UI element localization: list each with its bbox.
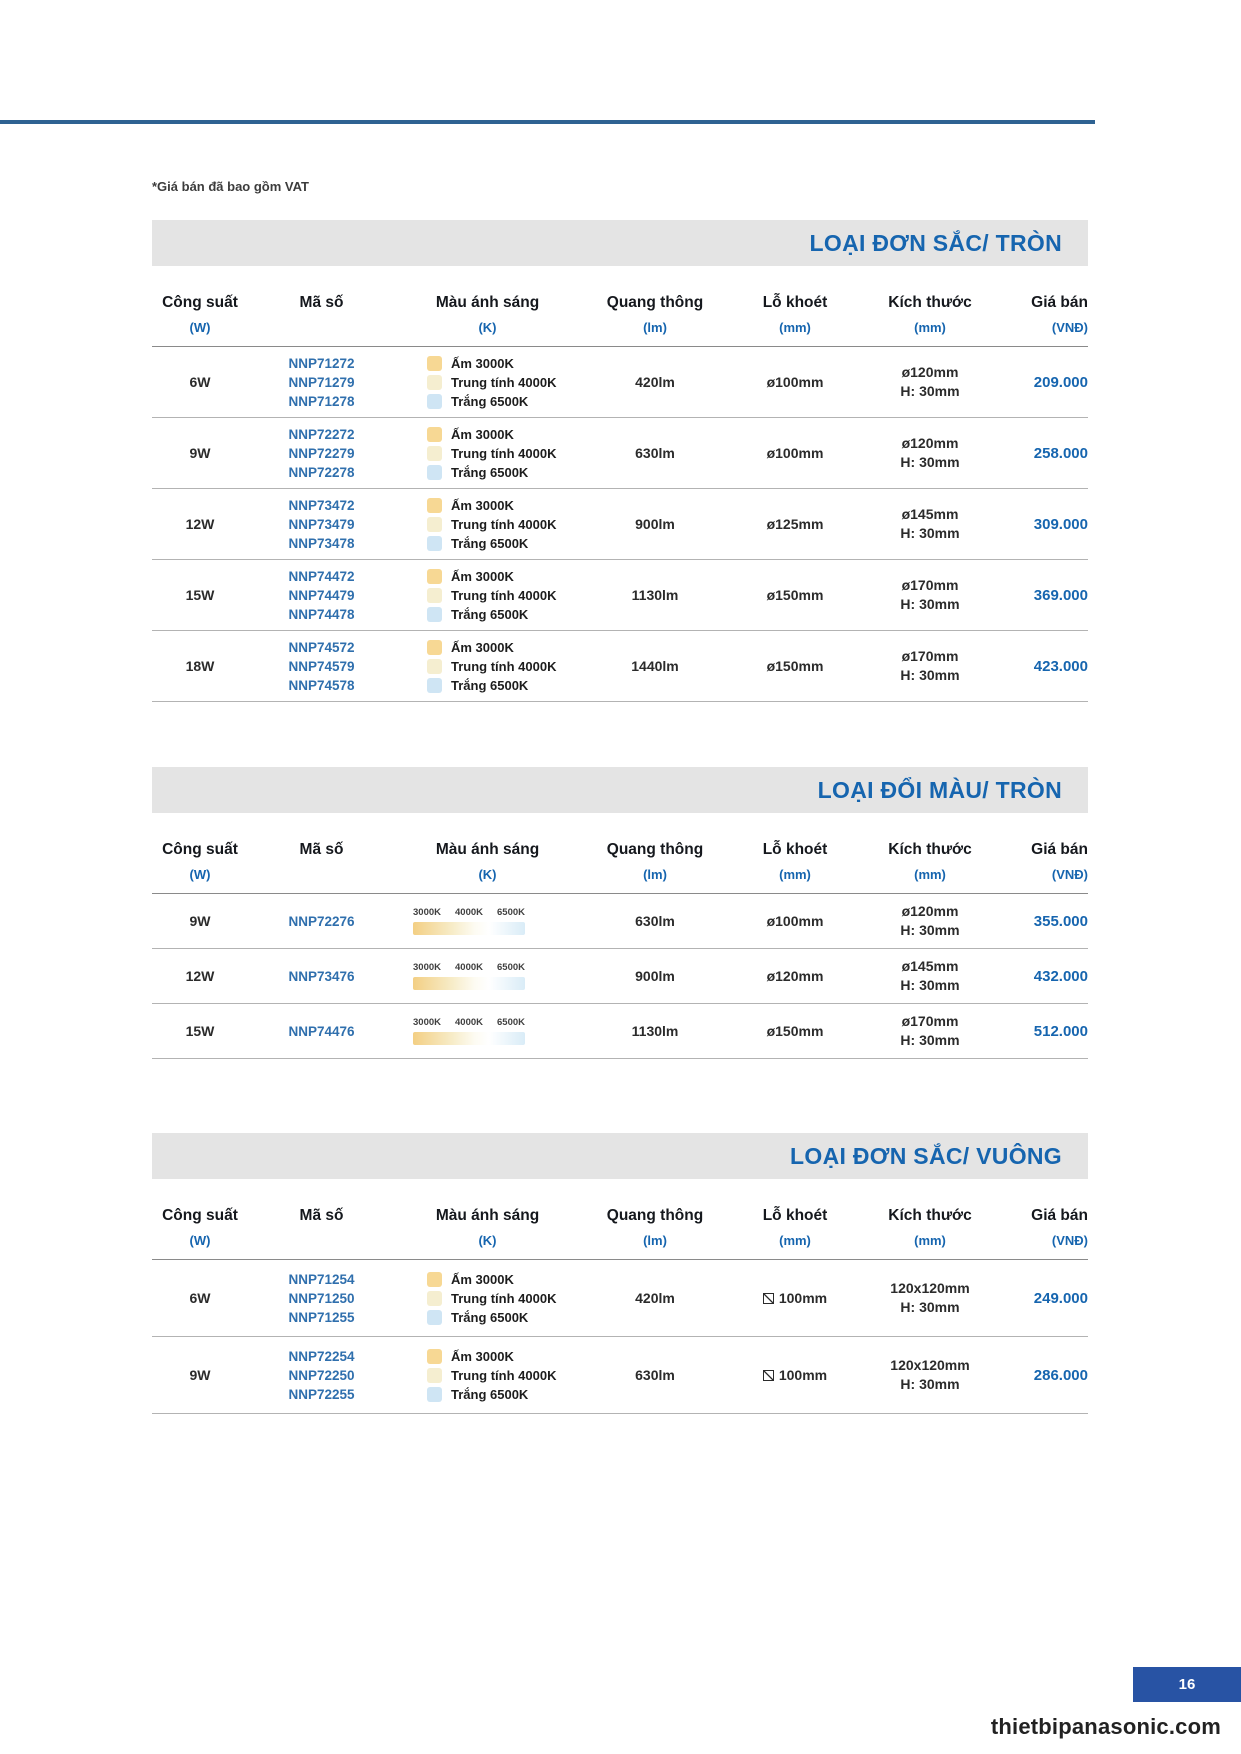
gradient-bar [413,922,525,935]
flux-cell: 630lm [635,445,675,461]
swatch-warm-icon [427,1272,442,1287]
section-banner [152,1133,1088,1179]
column-header-price: Giá bán (VNĐ) [1031,294,1088,335]
column-header-size: Kích thước (mm) [888,294,972,335]
cutout-cell: ø150mm [766,658,824,674]
size-cell: ø170mm H: 30mm [900,1012,960,1048]
product-code: NNP74478 [288,606,355,622]
product-code: NNP71255 [288,1309,355,1325]
price-cell: 432.000 [1033,967,1088,985]
flux-cell: 900lm [635,968,675,984]
flux-cell: 420lm [635,374,675,390]
swatch-neutral-icon [427,659,442,674]
size-cell: ø120mm H: 30mm [900,363,960,399]
swatch-cool-icon [427,465,442,480]
swatch-warm-icon [427,1349,442,1364]
swatch-cool-icon [427,394,442,409]
column-header-power: Công suất (W) [162,1207,238,1248]
flux-cell: 1440lm [631,658,679,674]
power-cell: 6W [189,1290,211,1306]
power-cell: 15W [185,587,215,603]
product-code: NNP74579 [288,658,355,674]
gradient-bar [413,1032,525,1045]
product-code: NNP71250 [288,1290,355,1306]
section-banner [152,220,1088,266]
section-title: LOẠI ĐƠN SẮC/ TRÒN [809,229,1062,256]
code-cell [248,967,395,986]
color-cell: Ấm 3000K Trung tính 4000K Trắng 6500K [395,1347,580,1404]
code-cell [248,425,395,482]
product-code: NNP71278 [288,393,355,409]
swatch-neutral-icon [427,375,442,390]
code-cell [248,638,395,695]
price-cell: 286.000 [1033,1366,1088,1384]
product-code: NNP72276 [288,913,355,929]
color-cell: Ấm 3000K Trung tính 4000K Trắng 6500K [395,1270,580,1327]
swatch-neutral-icon [427,1291,442,1306]
flux-cell: 630lm [635,913,675,929]
column-header-color: Màu ánh sáng (K) [435,1207,540,1248]
column-header-flux: Quang thông (lm) [606,841,704,882]
table-row [152,347,1088,418]
square-cutout-icon [763,1370,774,1381]
column-header-size: Kích thước (mm) [888,1207,972,1248]
product-code: NNP73472 [288,497,355,513]
color-cell: Ấm 3000K Trung tính 4000K Trắng 6500K [395,567,580,624]
column-header-price: Giá bán (VNĐ) [1031,1207,1088,1248]
power-cell: 12W [185,968,215,984]
swatch-warm-icon [427,498,442,513]
table-row [152,631,1088,702]
product-code: NNP73479 [288,516,355,532]
product-code: NNP72279 [288,445,355,461]
price-cell: 512.000 [1033,1022,1088,1040]
column-header-color: Màu ánh sáng (K) [435,294,540,335]
product-code: NNP72272 [288,426,355,442]
color-cell [395,962,580,990]
column-header-flux: Quang thông (lm) [606,1207,704,1248]
swatch-warm-icon [427,569,442,584]
column-header-price: Giá bán (VNĐ) [1031,841,1088,882]
product-code: NNP74472 [288,568,355,584]
cutout-cell: ø100mm [766,374,824,390]
size-cell: ø170mm H: 30mm [900,576,960,612]
page-content [152,220,1088,1414]
flux-cell: 1130lm [631,587,679,603]
size-cell: ø145mm H: 30mm [900,505,960,541]
table-row [152,1337,1088,1414]
column-header-power: Công suất (W) [162,841,238,882]
table-row [152,894,1088,949]
table-header-row [152,266,1088,347]
swatch-neutral-icon [427,517,442,532]
power-cell: 18W [185,658,215,674]
product-code: NNP74578 [288,677,355,693]
product-code: NNP74476 [288,1023,355,1039]
code-cell [248,567,395,624]
cutout-cell: ø120mm [766,968,824,984]
swatch-neutral-icon [427,446,442,461]
color-cell: Ấm 3000K Trung tính 4000K Trắng 6500K [395,496,580,553]
column-header-cutout: Lỗ khoét (mm) [762,841,828,882]
product-code: NNP74479 [288,587,355,603]
cutout-cell: ø150mm [766,587,824,603]
section-title: LOẠI ĐƠN SẮC/ VUÔNG [790,1142,1062,1169]
product-code: NNP71279 [288,374,355,390]
color-gradient-block: 3000K 4000K 6500K [413,962,525,990]
square-cutout-icon [763,1293,774,1304]
table-row [152,949,1088,1004]
gradient-bar [413,977,525,990]
swatch-warm-icon [427,640,442,655]
vat-note: *Giá bán đã bao gồm VAT [152,179,309,194]
table-header-row [152,813,1088,894]
section-mono-square [152,1133,1088,1414]
product-code: NNP71272 [288,355,355,371]
column-header-code: Mã số [299,294,344,311]
column-header-cutout: Lỗ khoét (mm) [762,294,828,335]
swatch-cool-icon [427,536,442,551]
color-gradient-block: 3000K 4000K 6500K [413,907,525,935]
code-cell [248,1347,395,1404]
product-code: NNP73476 [288,968,355,984]
product-code: NNP74572 [288,639,355,655]
price-cell: 249.000 [1033,1289,1088,1307]
cutout-cell: 100mm [730,1290,860,1306]
top-divider-rule [0,120,1095,124]
swatch-cool-icon [427,1387,442,1402]
table-row [152,418,1088,489]
price-cell: 258.000 [1033,444,1088,462]
product-code: NNP73478 [288,535,355,551]
color-cell: Ấm 3000K Trung tính 4000K Trắng 6500K [395,425,580,482]
section-banner [152,767,1088,813]
price-cell: 369.000 [1033,586,1088,604]
cutout-cell: ø150mm [766,1023,824,1039]
page-number-badge [1133,1667,1241,1702]
color-cell [395,907,580,935]
page-number: 16 [1178,1676,1196,1693]
size-cell: ø120mm H: 30mm [900,902,960,938]
power-cell: 15W [185,1023,215,1039]
swatch-cool-icon [427,1310,442,1325]
table-row [152,1004,1088,1059]
size-cell: 120x120mm H: 30mm [890,1279,970,1315]
flux-cell: 1130lm [631,1023,679,1039]
color-cell [395,1017,580,1045]
flux-cell: 630lm [635,1367,675,1383]
product-code: NNP72254 [288,1348,355,1364]
code-cell [248,1270,395,1327]
table-row [152,489,1088,560]
code-cell [248,1022,395,1041]
code-cell [248,354,395,411]
column-header-cutout: Lỗ khoét (mm) [762,1207,828,1248]
product-code: NNP72278 [288,464,355,480]
product-code: NNP71254 [288,1271,355,1287]
cutout-cell: ø100mm [766,913,824,929]
flux-cell: 420lm [635,1290,675,1306]
swatch-neutral-icon [427,1368,442,1383]
swatch-neutral-icon [427,588,442,603]
cutout-cell: ø100mm [766,445,824,461]
size-cell: ø170mm H: 30mm [900,647,960,683]
price-cell: 355.000 [1033,912,1088,930]
code-cell [248,496,395,553]
price-cell: 309.000 [1033,515,1088,533]
price-cell: 423.000 [1033,657,1088,675]
size-cell: 120x120mm H: 30mm [890,1356,970,1392]
color-cell: Ấm 3000K Trung tính 4000K Trắng 6500K [395,638,580,695]
size-cell: ø120mm H: 30mm [900,434,960,470]
flux-cell: 900lm [635,516,675,532]
power-cell: 9W [189,1367,211,1383]
table-row [152,560,1088,631]
column-header-code: Mã số [299,1207,344,1224]
power-cell: 9W [189,445,211,461]
section-title: LOẠI ĐỔI MÀU/ TRÒN [817,776,1062,803]
swatch-cool-icon [427,678,442,693]
swatch-warm-icon [427,427,442,442]
price-cell: 209.000 [1033,373,1088,391]
cutout-cell: ø125mm [766,516,824,532]
product-code: NNP72250 [288,1367,355,1383]
section-mono-round [152,220,1088,702]
column-header-flux: Quang thông (lm) [606,294,704,335]
cutout-cell: 100mm [730,1367,860,1383]
swatch-warm-icon [427,356,442,371]
column-header-color: Màu ánh sáng (K) [435,841,540,882]
product-code: NNP72255 [288,1386,355,1402]
power-cell: 9W [189,913,211,929]
website-text: thietbipanasonic.com [990,1714,1221,1739]
column-header-size: Kích thước (mm) [888,841,972,882]
code-cell [248,912,395,931]
table-header-row [152,1179,1088,1260]
power-cell: 12W [185,516,215,532]
color-cell: Ấm 3000K Trung tính 4000K Trắng 6500K [395,354,580,411]
size-cell: ø145mm H: 30mm [900,957,960,993]
power-cell: 6W [189,374,211,390]
swatch-cool-icon [427,607,442,622]
color-gradient-block: 3000K 4000K 6500K [413,1017,525,1045]
table-row [152,1260,1088,1337]
column-header-code: Mã số [299,841,344,858]
column-header-power: Công suất (W) [162,294,238,335]
section-colorchange-round [152,767,1088,1059]
